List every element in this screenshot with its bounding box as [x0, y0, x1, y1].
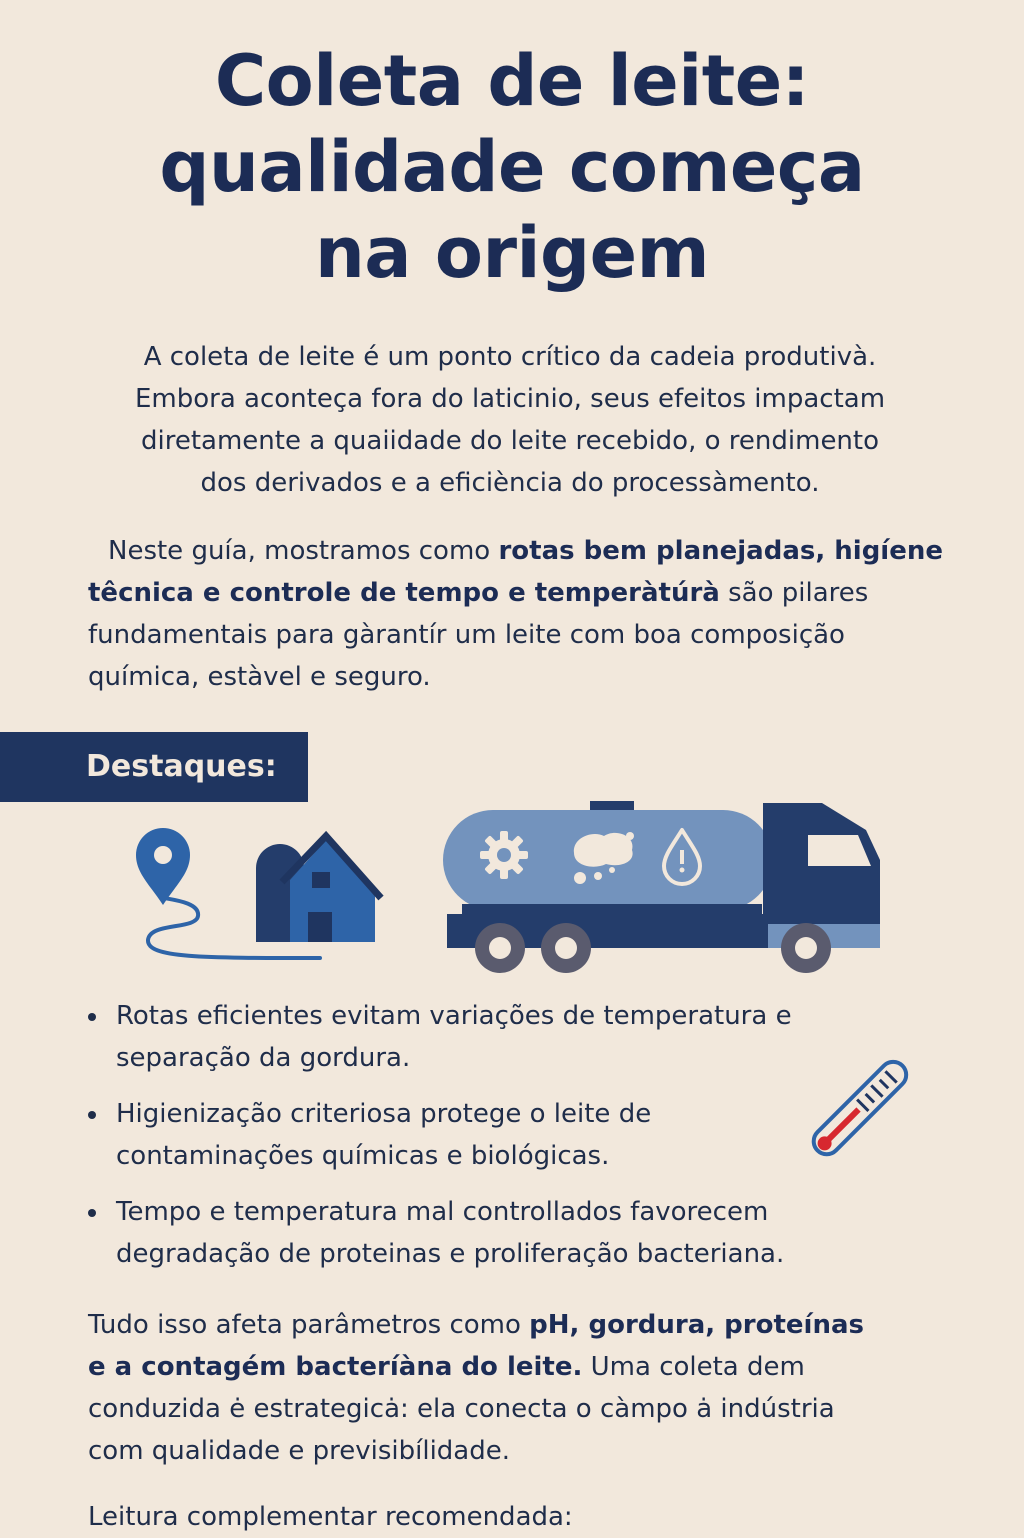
- guide-text: são pilares: [719, 578, 869, 608]
- title-line-2: qualidade começa: [159, 126, 865, 208]
- list-item-line: Rotas eficientes evitam variações de temperatura e: [116, 1001, 792, 1031]
- intro-line-3: diretamente a quaiidade do leite recebido, o rendimento: [140, 426, 880, 456]
- thermometer-icon: [790, 1048, 920, 1178]
- list-item: [88, 995, 848, 1079]
- list-item-line: degradação de proteinas e proliferação bacteriana.: [116, 1239, 785, 1269]
- guide-line-4: química, estàvel e seguro.: [88, 662, 431, 692]
- highlights-illustration: [0, 795, 1024, 995]
- list-item: [88, 1191, 848, 1275]
- barn-silo-icon: [256, 836, 381, 942]
- guide-emphasis: têcnica e controle de tempo e temperàtúrà: [88, 578, 720, 608]
- guide-emphasis: rotas bem planejadas, higíene: [498, 536, 943, 566]
- bullet-dot: [88, 1013, 96, 1021]
- gear-icon: [480, 831, 528, 879]
- title-line-3: na origem: [314, 212, 710, 294]
- bullet-dot: [88, 1209, 96, 1217]
- intro-line-2: Embora aconteça fora do laticinio, seus efeitos impactam: [134, 384, 886, 414]
- guide-text: Neste guía, mostramos como: [108, 536, 499, 566]
- further-reading-heading: Leitura complementar recomendada:: [88, 1502, 573, 1532]
- guide-line-1: [88, 530, 948, 572]
- milk-tanker-truck-icon: [443, 801, 880, 973]
- bullet-dot: [88, 1111, 96, 1119]
- closing-emphasis: e a contagém bacteríàna do leite.: [88, 1352, 583, 1382]
- closing-emphasis: pH, gordura, proteínas: [529, 1310, 864, 1340]
- closing-paragraph: [88, 1304, 968, 1472]
- intro-paragraph: [60, 336, 960, 504]
- intro-line-4: dos derivados e a eficiència do processàmento.: [200, 468, 820, 498]
- page-title: [0, 38, 1024, 296]
- title-line-1: Coleta de leite:: [214, 40, 810, 122]
- closing-line-4: com qualidade e previsibílidade.: [88, 1436, 510, 1466]
- highlights-list: [88, 995, 848, 1289]
- guide-line-3: fundamentais para gàrantír um leite com boa composição: [88, 620, 845, 650]
- guide-paragraph: [88, 530, 948, 698]
- closing-text: Tudo isso afeta parâmetros como: [88, 1310, 530, 1340]
- closing-line-3: conduzida ė estrategicȧ: ela conecta o càmpo ȧ indústria: [88, 1394, 835, 1424]
- guide-line-2: [88, 572, 948, 614]
- list-item-line: contaminações químicas e biológicas.: [116, 1141, 610, 1171]
- highlights-banner: [0, 732, 308, 802]
- list-item: [88, 1093, 848, 1177]
- highlights-label: Destaques:: [86, 749, 277, 784]
- intro-line-1: A coleta de leite é um ponto crítico da cadeia produtivà.: [143, 342, 877, 372]
- closing-line-2: [88, 1346, 968, 1388]
- closing-text: Uma coleta dem: [582, 1352, 805, 1382]
- closing-line-1: [88, 1304, 968, 1346]
- list-item-line: Tempo e temperatura mal controllados favorecem: [116, 1197, 769, 1227]
- list-item-line: separação da gordura.: [116, 1043, 411, 1073]
- list-item-line: Higienização criteriosa protege o leite de: [116, 1099, 652, 1129]
